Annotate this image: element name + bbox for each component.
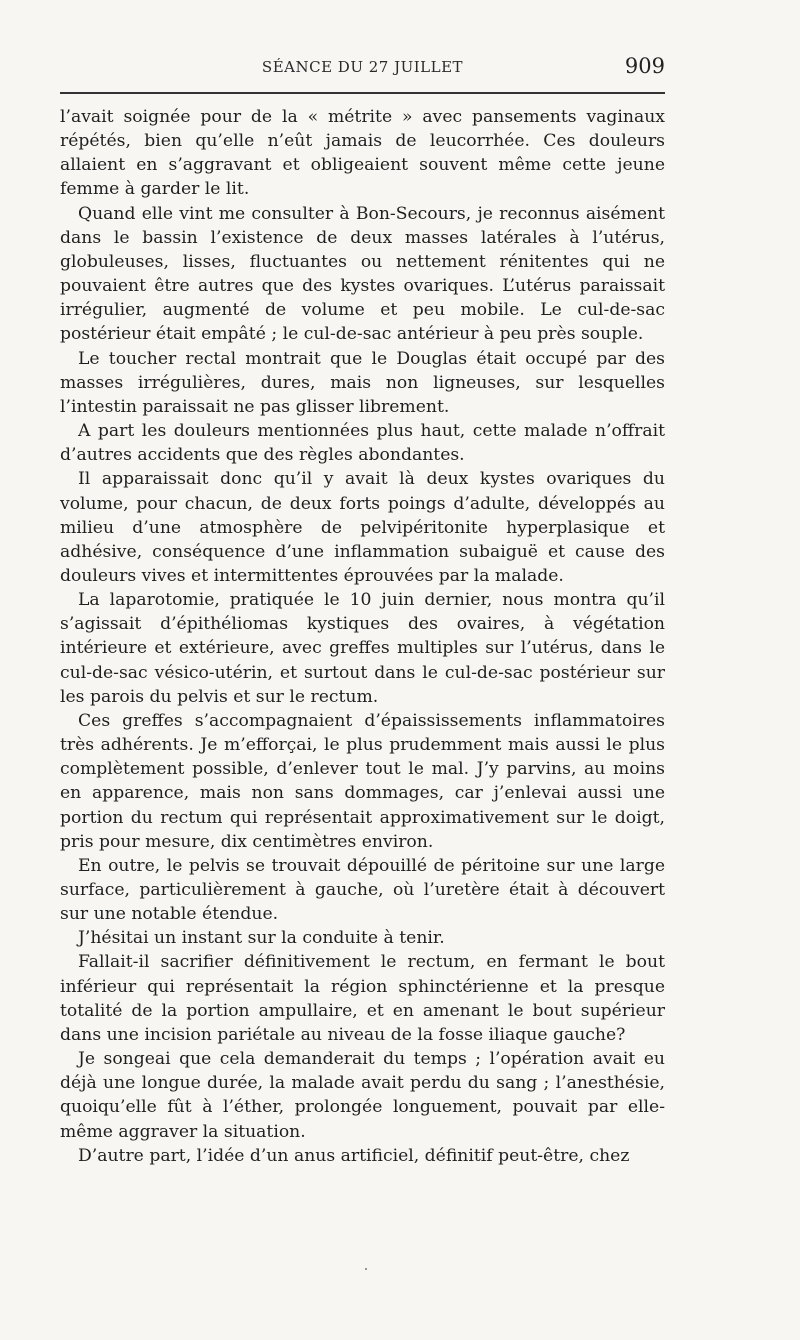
paragraph: Le toucher rectal montrait que le Douglas était occupé par des masses irrégulières, dures, mais non ligneuses, sur lesquelles l’intestin paraissait ne pas glisser librement.: [60, 348, 665, 417]
running-header: [60, 54, 665, 84]
paragraph: Fallait-il sacrifier définitivement le rectum, en fermant le bout inférieur qui représentait la région sphinctérienne et la presque totalité de la portion ampullaire, et en amenant le bout supérieur dans une incision pariétale au niveau de la fosse iliaque gauche?: [60, 952, 665, 1045]
running-header-title: SÉANCE DU 27 JUILLET: [261, 58, 464, 76]
paragraph: Je songeai que cela demanderait du temps ; l’opération avait eu déjà une longue durée, la malade avait perdu du sang ; l’anesthésie, quoiqu’elle fût à l’éther, prolongée longuement, pouvait par elle-même aggraver la situation.: [60, 1049, 665, 1142]
paragraph: l’avait soignée pour de la « métrite » avec pansements vaginaux répétés, bien qu’elle n’eût jamais de leucorrhée. Ces douleurs allaient en s’aggravant et obligeaient souvent même cette jeune femme à garder le lit.: [60, 107, 665, 200]
paragraph: La laparotomie, pratiquée le 10 juin dernier, nous montra qu’il s’agissait d’épithéliomas kystiques des ovaires, à végétation intérieure et extérieure, avec greffes multiples sur l’utérus, dans le cul-de-sac vésico-utérin, et surtout dans le cul-de-sac postérieur sur les parois du pelvis et sur le rectum.: [60, 590, 665, 707]
paragraph: D’autre part, l’idée d’un anus artificiel, définitif peut-être, chez: [78, 1145, 630, 1166]
paragraph: J’hésitai un instant sur la conduite à tenir.: [78, 928, 445, 949]
paragraph: En outre, le pelvis se trouvait dépouillé de péritoine sur une large surface, particulièrement à gauche, où l’uretère était à découvert sur une notable étendue.: [60, 855, 665, 925]
body-text: [60, 105, 665, 1168]
paragraph: Quand elle vint me consulter à Bon-Secours, je reconnus aisément dans le bassin l’existence de deux masses latérales à l’utérus, globuleuses, lisses, fluctuantes ou nettement rénitentes qui ne pouvaient être autres que des kystes ovariques. L’utérus paraissait irrégulier, augmenté de volume et peu mobile. Le cul-de-sac postérieur était empâté ; le cul-de-sac antérieur à peu près souple.: [60, 203, 665, 345]
paragraph: Il apparaissait donc qu’il y avait là deux kystes ovariques du volume, pour chacun, de deux forts poings d’adulte, développés au milieu d’une atmosphère de pelvipéritonite hyperplasique et adhésive, conséquence d’une inflammation subaiguë et cause des douleurs vives et intermittentes éprouvées par la malade.: [60, 469, 665, 586]
page-number: 909: [624, 54, 665, 78]
header-rule: [60, 92, 665, 94]
paragraph: A part les douleurs mentionnées plus haut, cette malade n’offrait d’autres accidents que des règles abondantes.: [60, 421, 665, 466]
ink-speck: [365, 1268, 367, 1270]
paragraph: Ces greffes s’accompagnaient d’épaississements inflammatoires très adhérents. Je m’efforçai, le plus prudemment mais aussi le plus complètement possible, d’enlever tout le mal. J’y parvins, au moins en apparence, mais non sans dommages, car j’enlevai aussi une portion du rectum qui représentait approximativement sur le doigt, pris pour mesure, dix centimètres environ.: [60, 710, 665, 852]
